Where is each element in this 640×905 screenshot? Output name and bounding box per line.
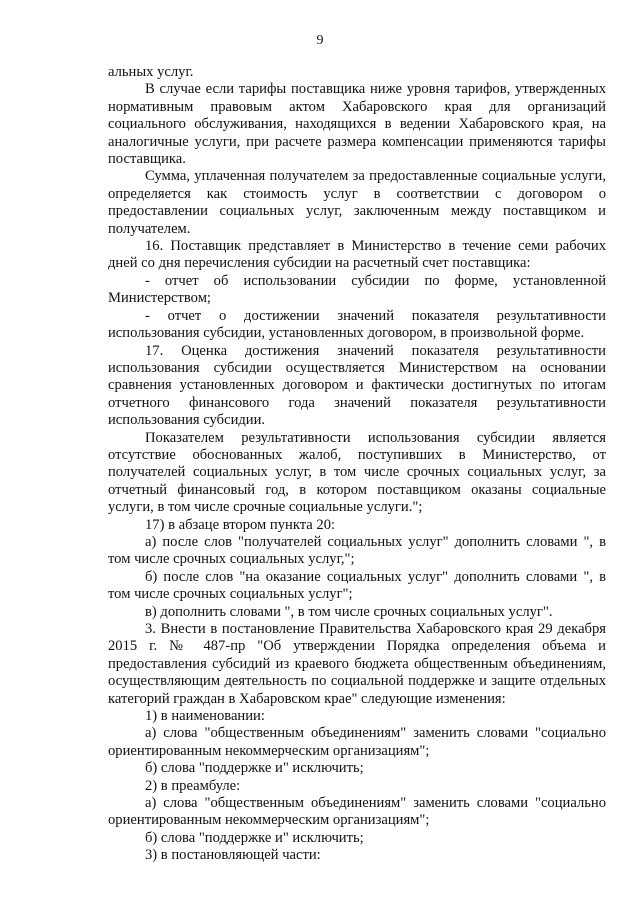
paragraph: 16. Поставщик представляет в Министерство в течение семи рабочих дней со дня перечисления субсидии на расчетный счет поставщика: — [108, 238, 606, 272]
paragraph: 17. Оценка достижения значений показателя результативности использования субсидии осуществляется Министерством на основании сравнения установленных договором и фактически достигнутых по итогам отчетного финансового года значений показателя результативности использования субсидии. — [108, 342, 606, 429]
paragraph: альных услуг. — [108, 64, 194, 80]
paragraph: 2) в преамбуле: — [145, 777, 241, 794]
paragraph: - отчет о достижении значений показателя результативности использования субсидии, установленных договором, в произвольной форме. — [108, 307, 606, 342]
paragraph: Сумма, уплаченная получателем за предоставленные социальные услуги, определяется как стоимость услуг в соответствии с договором о предоставлении социальных услуг, заключенным между поставщиком и получателем. — [108, 168, 606, 237]
paragraph: В случае если тарифы поставщика ниже уровня тарифов, утвержденных нормативным правовым актом Хабаровского края для организаций социального обслуживания, находящихся в ведении Хабаровского края, на аналогичные услуги, при расчете размера компенсации применяются тарифы поставщика. — [108, 81, 606, 168]
paragraph: б) слова "поддержке и" исключить; — [145, 829, 364, 846]
paragraph: 1) в наименовании: — [145, 708, 265, 725]
document-body — [108, 64, 606, 865]
paragraph: 17) в абзаце втором пункта 20: — [145, 516, 336, 533]
page-number: 9 — [316, 33, 324, 48]
paragraph: 3. Внести в постановление Правительства Хабаровского края 29 декабря 2015 г. № 487-пр "Об утверждении Порядка определения объема и предоставления субсидий из краевого бюджета общественным объединениям, осуществляющим деятельность по социальной поддержке и защите отдельных категорий граждан в Хабаровском крае" следующие изменения: — [108, 621, 606, 707]
paragraph: б) после слов "на оказание социальных услуг" дополнить словами ", в том числе срочных социальных услуг"; — [108, 568, 606, 603]
paragraph: а) после слов "получателей социальных услуг" дополнить словами ", в том числе срочных социальных услуг,"; — [108, 533, 606, 568]
paragraph: - отчет об использовании субсидии по форме, установленной Министерством; — [108, 272, 606, 307]
paragraph: б) слова "поддержке и" исключить; — [145, 760, 364, 777]
paragraph: Показателем результативности использования субсидии является отсутствие обоснованных жалоб, поступивших в Министерство, от получателей социальных услуг, в том числе срочных социальных услуг, за отчетный финансовый год, в котором поставщиком оказаны социальные услуги, в том числе срочные социальные услуги."; — [108, 429, 606, 516]
paragraph: в) дополнить словами ", в том числе срочных социальных услуг". — [145, 603, 553, 620]
paragraph: а) слова "общественным объединениям" заменить словами "социально ориентированным некоммерческим организациям"; — [108, 725, 606, 759]
paragraph: 3) в постановляющей части: — [145, 847, 321, 864]
paragraph: а) слова "общественным объединениям" заменить словами "социально ориентированным некоммерческим организациям"; — [108, 795, 606, 829]
